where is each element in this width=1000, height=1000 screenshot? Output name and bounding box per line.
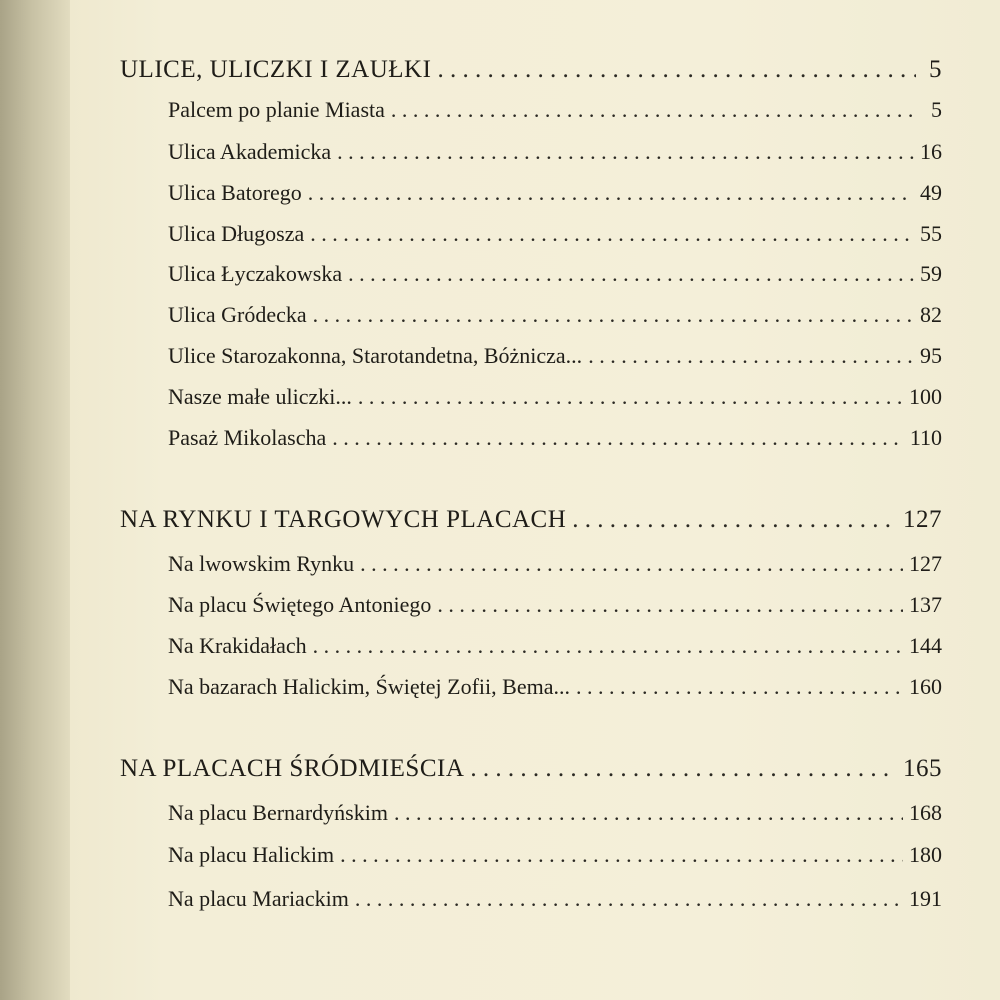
toc-entry	[168, 300, 942, 330]
toc-page-number: 110	[909, 425, 942, 450]
toc-entry-title: Na placu Halickim	[168, 842, 335, 867]
toc-page-number: 168	[909, 800, 942, 825]
toc-entry	[168, 382, 942, 412]
dot-leader	[310, 219, 914, 249]
toc-page-number: 180	[909, 842, 942, 867]
dot-leader	[340, 840, 903, 870]
toc-entry	[168, 178, 942, 208]
toc-page-number: 144	[909, 633, 942, 658]
dot-leader	[308, 178, 914, 208]
toc-entry	[168, 137, 942, 167]
toc-entry-title: Ulice Starozakonna, Starotandetna, Bóżnicza...	[168, 343, 583, 368]
table-of-contents	[70, 0, 1000, 1000]
toc-entry-title: Na placu Mariackim	[168, 886, 349, 911]
dot-leader	[576, 672, 903, 702]
toc-entry	[168, 341, 942, 371]
dot-leader	[437, 55, 916, 85]
toc-entry-title: Ulica Akademicka	[168, 139, 332, 164]
toc-entry-title: Na Krakidałach	[168, 633, 307, 658]
toc-entry-title: Palcem po planie Miasta	[168, 97, 385, 122]
dot-leader	[437, 590, 903, 620]
toc-page-number: 5	[931, 97, 942, 122]
dot-leader	[358, 382, 903, 412]
toc-section-title: NA PLACACH ŚRÓDMIEŚCIA	[120, 755, 465, 782]
book-page	[70, 0, 1000, 1000]
toc-entry	[168, 549, 942, 579]
dot-leader	[360, 549, 903, 579]
toc-entry	[168, 884, 942, 914]
dot-leader	[355, 884, 903, 914]
dot-leader	[588, 341, 914, 371]
toc-page-number: 16	[920, 139, 942, 164]
toc-entry-title: Na placu Świętego Antoniego	[168, 592, 432, 617]
dot-leader	[470, 754, 897, 784]
toc-section-heading	[120, 754, 942, 784]
toc-page-number: 59	[920, 261, 942, 286]
toc-entry	[168, 590, 942, 620]
toc-section-heading	[120, 505, 942, 535]
toc-page-number: 55	[920, 221, 942, 246]
toc-page-number: 82	[920, 302, 942, 327]
toc-page-number: 160	[909, 674, 942, 699]
toc-entry	[168, 840, 942, 870]
toc-page-number: 100	[909, 384, 942, 409]
toc-page-number: 49	[920, 180, 942, 205]
toc-page-number: 95	[920, 343, 942, 368]
toc-section-title: ULICE, ULICZKI I ZAUŁKI	[120, 56, 432, 83]
toc-entry-title: Na placu Bernardyńskim	[168, 800, 388, 825]
dot-leader	[337, 137, 914, 167]
dot-leader	[572, 505, 897, 535]
dot-leader	[391, 95, 916, 125]
toc-entry	[168, 219, 942, 249]
toc-entry	[168, 259, 942, 289]
toc-page-number: 165	[903, 755, 942, 782]
toc-entry	[168, 798, 942, 828]
dot-leader	[348, 259, 914, 289]
toc-entry-title: Ulica Długosza	[168, 221, 305, 246]
toc-entry-title: Nasze małe uliczki...	[168, 384, 352, 409]
toc-page-number: 5	[929, 56, 942, 83]
toc-page-number: 127	[909, 551, 942, 576]
toc-entry-title: Na lwowskim Rynku	[168, 551, 355, 576]
toc-entry	[168, 672, 942, 702]
toc-page-number: 127	[903, 506, 942, 533]
toc-entry	[168, 95, 942, 125]
toc-entry-title: Ulica Łyczakowska	[168, 261, 343, 286]
toc-entry-title: Ulica Gródecka	[168, 302, 307, 327]
book-gutter	[0, 0, 70, 1000]
toc-section-heading	[120, 55, 942, 85]
toc-section-title: NA RYNKU I TARGOWYCH PLACACH	[120, 506, 567, 533]
dot-leader	[313, 631, 903, 661]
toc-entry	[168, 631, 942, 661]
dot-leader	[394, 798, 903, 828]
toc-entry-title: Na bazarach Halickim, Świętej Zofii, Bema...	[168, 674, 570, 699]
dot-leader	[332, 423, 904, 453]
toc-page-number: 137	[909, 592, 942, 617]
toc-entry-title: Ulica Batorego	[168, 180, 302, 205]
toc-entry	[168, 423, 942, 453]
toc-entry-title: Pasaż Mikolascha	[168, 425, 327, 450]
dot-leader	[313, 300, 914, 330]
toc-page-number: 191	[909, 886, 942, 911]
